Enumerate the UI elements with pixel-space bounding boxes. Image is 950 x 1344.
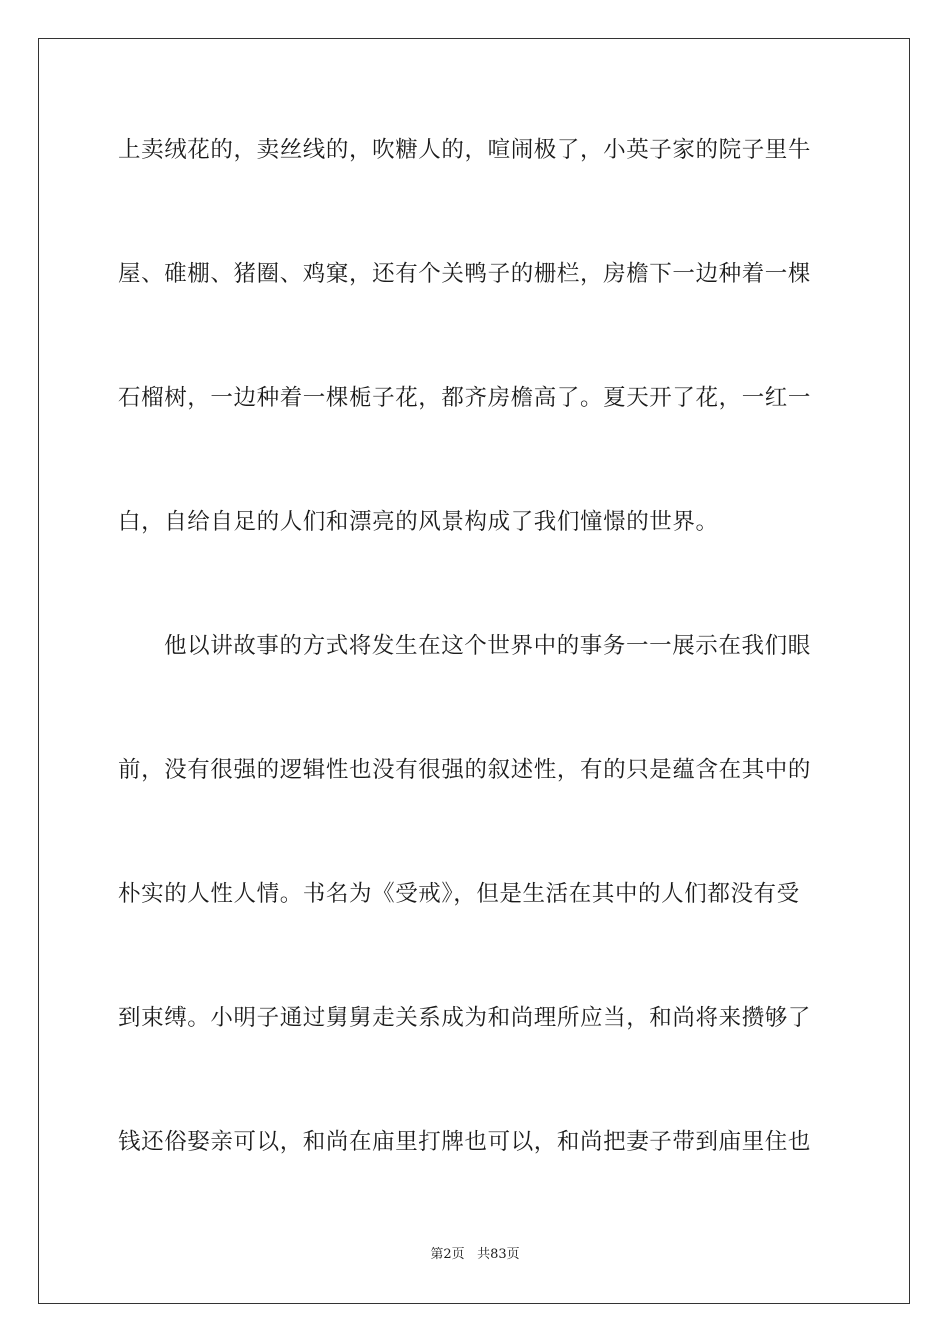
text-line-1: 上卖绒花的，卖丝线的，吹糖人的，喧闹极了，小英子家的院子里牛 — [118, 137, 812, 163]
page-border — [38, 38, 910, 1304]
text-line-4: 白，自给自足的人们和漂亮的风景构成了我们憧憬的世界。 — [118, 509, 719, 535]
page-number: 第2页 — [430, 1247, 465, 1262]
page-footer — [0, 1246, 950, 1264]
text-line-6: 前，没有很强的逻辑性也没有很强的叙述性，有的只是蕴含在其中的 — [118, 757, 812, 783]
text-line-3: 石榴树，一边种着一棵栀子花，都齐房檐高了。夏天开了花，一红一 — [118, 385, 812, 411]
text-line-2: 屋、碓棚、猪圈、鸡窠，还有个关鸭子的栅栏，房檐下一边种着一棵 — [118, 261, 812, 287]
text-line-9: 钱还俗娶亲可以，和尚在庙里打牌也可以，和尚把妻子带到庙里住也 — [118, 1129, 812, 1155]
text-line-7: 朴实的人性人情。书名为《受戒》，但是生活在其中的人们都没有受 — [118, 881, 800, 907]
page-total: 共83页 — [477, 1247, 520, 1262]
text-line-5-paragraph-start: 他以讲故事的方式将发生在这个世界中的事务一一展示在我们眼 — [164, 633, 811, 659]
text-line-8: 到束缚。小明子通过舅舅走关系成为和尚理所应当，和尚将来攒够了 — [118, 1005, 812, 1031]
